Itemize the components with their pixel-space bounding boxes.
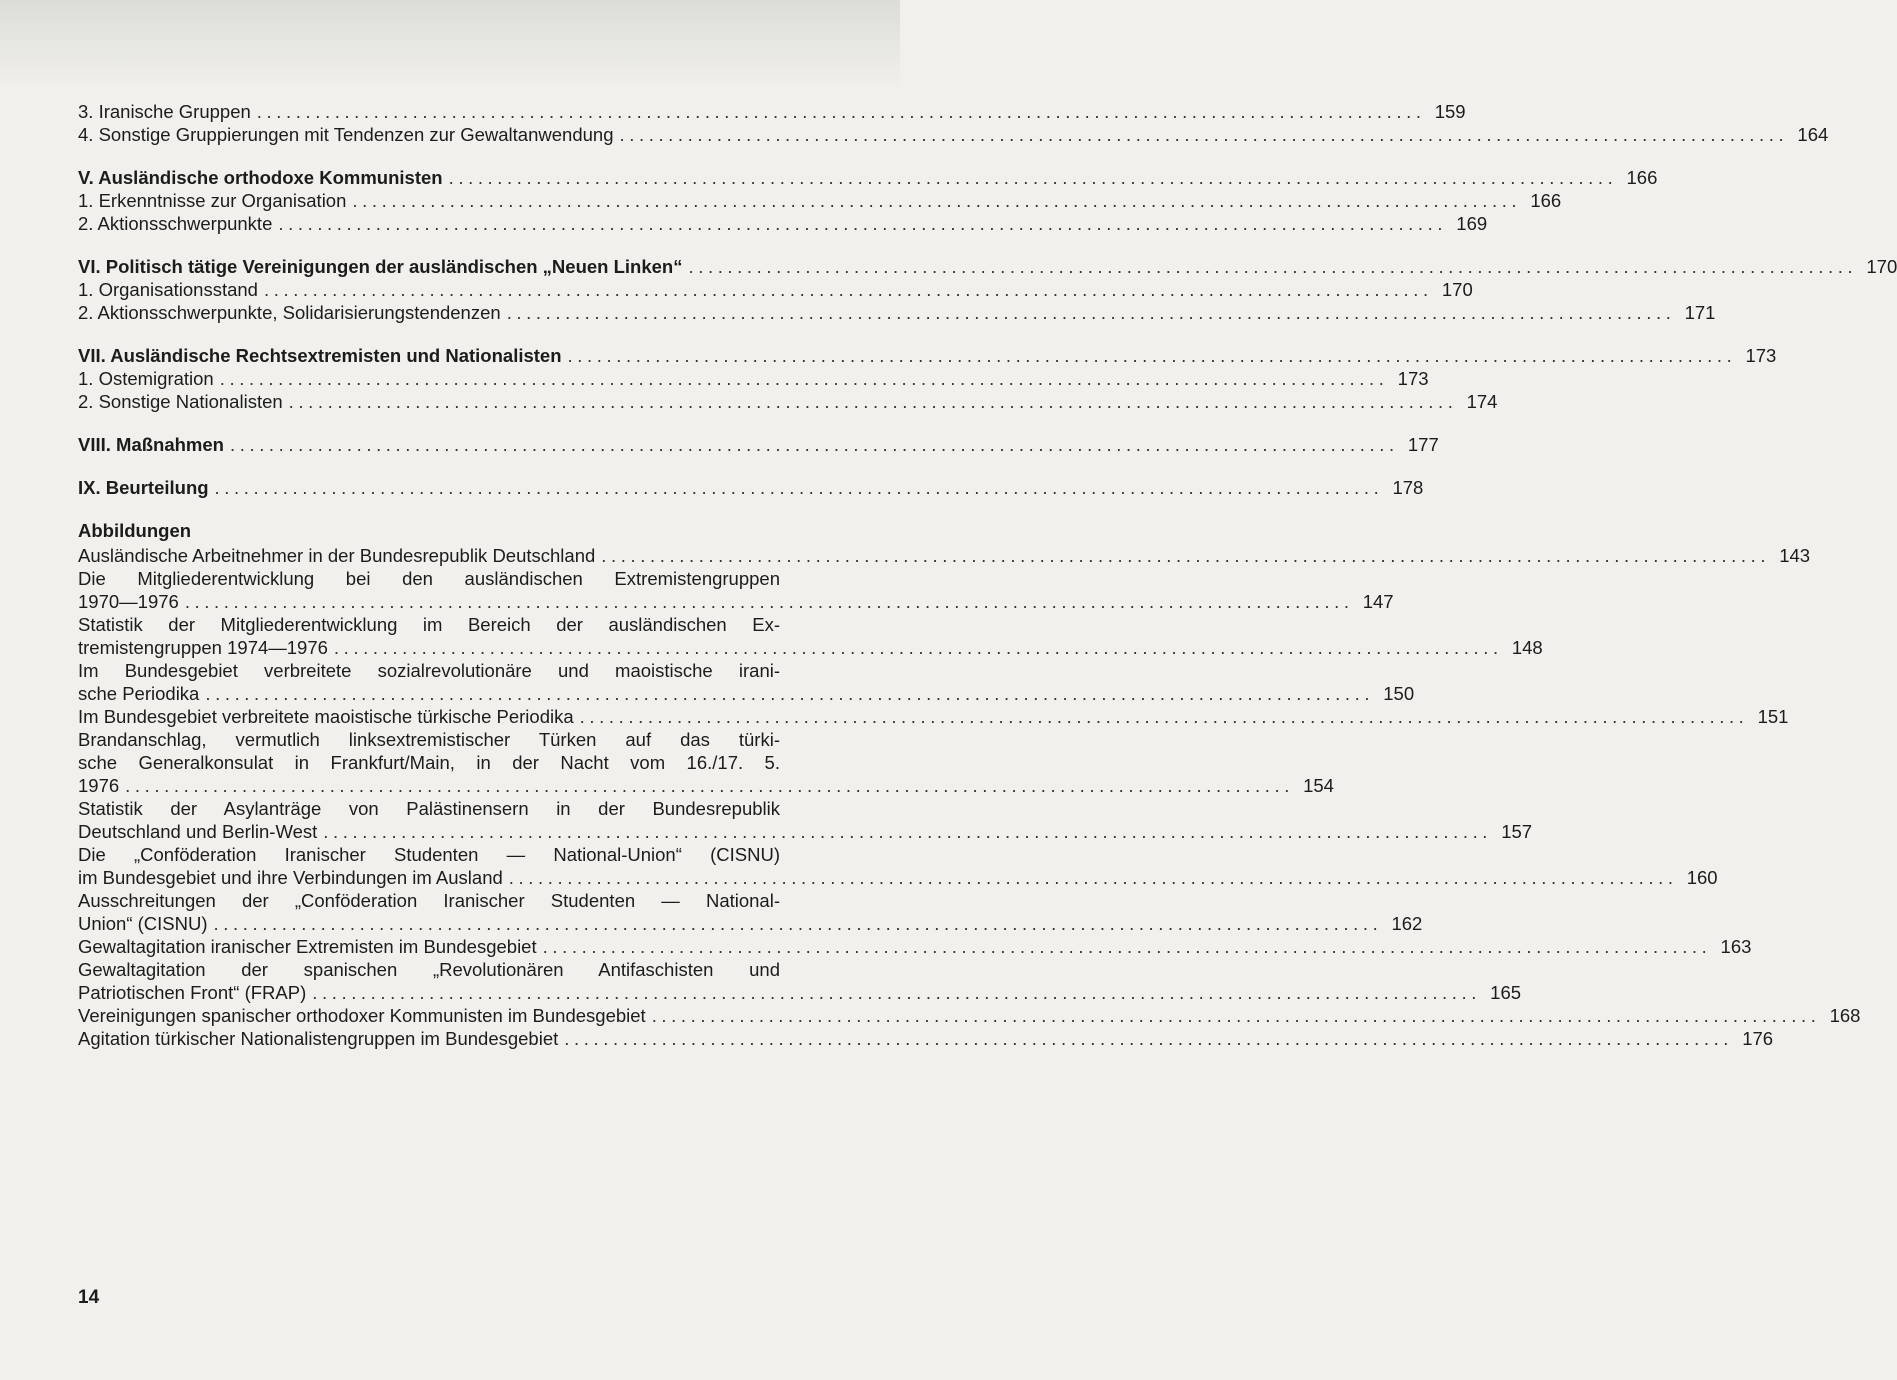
leader-dots: ........................................................................................................................: [125, 775, 1294, 796]
entry-title: tremistengruppen 1974—1976: [78, 637, 328, 658]
entry-page: 159: [1434, 101, 1466, 122]
page-number: 14: [78, 1287, 100, 1308]
entry-title-line: Im Bundesgebiet verbreitete sozialrevolutionäre und maoistische irani-: [78, 660, 780, 681]
toc-entry: [78, 123, 1829, 146]
entry-title: 1976: [78, 775, 120, 796]
entry-title: Deutschland und Berlin-West: [78, 821, 318, 842]
entry-title-line: Gewaltagitation der spanischen „Revolutionären Antifaschisten und: [78, 959, 780, 980]
toc-entry: [78, 301, 1716, 324]
entry-title: im Bundesgebiet und ihre Verbindungen im Ausland: [78, 867, 503, 888]
leader-dots: ........................................................................................................................: [213, 913, 1383, 934]
figure-entry: [78, 797, 1533, 843]
table-of-contents: [78, 100, 1897, 1050]
leader-dots: ........................................................................................................................: [323, 821, 1493, 842]
entry-title: Gewaltagitation iranischer Extremisten im Bundesgebiet: [78, 936, 537, 957]
toc-entry: [78, 278, 1473, 301]
figure-entry: [78, 958, 1522, 1004]
entry-title: Im Bundesgebiet verbreitete maoistische türkische Periodika: [78, 706, 574, 727]
entry-page: 173: [1745, 345, 1777, 366]
entry-title: 1. Erkenntnisse zur Organisation: [78, 190, 347, 211]
entry-title: Agitation türkischer Nationalistengruppen im Bundesgebiet: [78, 1028, 559, 1049]
entry-page: 160: [1686, 867, 1718, 888]
entry-title: 2. Aktionsschwerpunkte: [78, 213, 273, 234]
toc-chapter: [78, 433, 1439, 456]
toc-chapter: [78, 344, 1777, 367]
entry-page: 147: [1362, 591, 1394, 612]
leader-dots: ........................................................................................................................: [506, 302, 1676, 323]
figure-entry: [78, 935, 1752, 958]
entry-title-line: Die „Conföderation Iranischer Studenten — National-Union“ (CISNU): [78, 844, 780, 865]
entry-title: 2. Aktionsschwerpunkte, Solidarisierungstendenzen: [78, 302, 501, 323]
toc-entry: [78, 100, 1466, 123]
entry-page: 169: [1456, 213, 1488, 234]
entry-title-line: Ausschreitungen der „Conföderation Iranischer Studenten — National-: [78, 890, 780, 911]
figure-entry: [78, 613, 1543, 659]
toc-chapter: [78, 255, 1897, 278]
entry-page: 150: [1383, 683, 1415, 704]
leader-dots: ........................................................................................................................: [263, 279, 1433, 300]
leader-dots: ........................................................................................................................: [542, 936, 1712, 957]
chapter-title: V. Ausländische orthodoxe Kommunisten: [78, 167, 443, 188]
toc-entry: [78, 367, 1429, 390]
leader-dots: ........................................................................................................................: [312, 982, 1482, 1003]
toc-chapter: [78, 166, 1658, 189]
entry-title: 1970—1976: [78, 591, 179, 612]
leader-dots: ........................................................................................................................: [601, 545, 1771, 566]
entry-page: 143: [1779, 545, 1811, 566]
entry-title-line: sche Generalkonsulat in Frankfurt/Main, in der Nacht vom 16./17. 5.: [78, 752, 780, 773]
entry-title: 2. Sonstige Nationalisten: [78, 391, 283, 412]
leader-dots: ........................................................................................................................: [278, 213, 1448, 234]
leader-dots: ........................................................................................................................: [579, 706, 1749, 727]
entry-page: 166: [1626, 167, 1658, 188]
scan-shadow: [0, 0, 900, 90]
entry-title-line: Die Mitgliederentwicklung bei den ausländischen Extremistengruppen: [78, 568, 780, 589]
entry-page: 151: [1757, 706, 1789, 727]
leader-dots: ........................................................................................................................: [214, 477, 1384, 498]
entry-title: 1. Ostemigration: [78, 368, 214, 389]
entry-page: 171: [1684, 302, 1716, 323]
entry-title: Ausländische Arbeitnehmer in der Bundesrepublik Deutschland: [78, 545, 596, 566]
figure-entry: [78, 1004, 1861, 1027]
leader-dots: ........................................................................................................................: [448, 167, 1618, 188]
entry-page: 177: [1407, 434, 1439, 455]
figure-entry: [78, 544, 1811, 567]
entry-page: 163: [1720, 936, 1752, 957]
entry-title-line: Statistik der Mitgliederentwicklung im Bereich der ausländischen Ex-: [78, 614, 780, 635]
leader-dots: ........................................................................................................................: [205, 683, 1375, 704]
figure-entry: [78, 1027, 1774, 1050]
entry-title-line: Statistik der Asylanträge von Palästinensern in der Bundesrepublik: [78, 798, 780, 819]
leader-dots: ........................................................................................................................: [651, 1005, 1821, 1026]
entry-page: 166: [1530, 190, 1562, 211]
entry-page: 170: [1866, 256, 1897, 277]
figure-entry: [78, 567, 1394, 613]
leader-dots: ........................................................................................................................: [229, 434, 1399, 455]
leader-dots: ........................................................................................................................: [564, 1028, 1734, 1049]
toc-entry: [78, 189, 1562, 212]
entry-page: 165: [1490, 982, 1522, 1003]
toc-entry: [78, 390, 1498, 413]
chapter-title: IX. Beurteilung: [78, 477, 209, 498]
leader-dots: ........................................................................................................................: [219, 368, 1389, 389]
entry-title: Patriotischen Front“ (FRAP): [78, 982, 307, 1003]
entry-title-line: Brandanschlag, vermutlich linksextremistischer Türken auf das türki-: [78, 729, 780, 750]
toc-entry: [78, 212, 1488, 235]
entry-page: 176: [1742, 1028, 1774, 1049]
leader-dots: ........................................................................................................................: [508, 867, 1678, 888]
entry-title: 4. Sonstige Gruppierungen mit Tendenzen zur Gewaltanwendung: [78, 124, 614, 145]
figures-heading: Abbildungen: [78, 520, 192, 541]
figure-entry: [78, 843, 1718, 889]
figure-entry: [78, 728, 1334, 797]
entry-page: 164: [1797, 124, 1829, 145]
leader-dots: ........................................................................................................................: [333, 637, 1503, 658]
leader-dots: ........................................................................................................................: [256, 101, 1426, 122]
leader-dots: ........................................................................................................................: [352, 190, 1522, 211]
leader-dots: ........................................................................................................................: [688, 256, 1858, 277]
entry-title: 3. Iranische Gruppen: [78, 101, 251, 122]
entry-page: 157: [1501, 821, 1533, 842]
leader-dots: ........................................................................................................................: [184, 591, 1354, 612]
entry-page: 148: [1511, 637, 1543, 658]
toc-chapter: [78, 476, 1424, 499]
figure-entry: [78, 705, 1789, 728]
entry-title: 1. Organisationsstand: [78, 279, 258, 300]
chapter-title: VI. Politisch tätige Vereinigungen der ausländischen „Neuen Linken“: [78, 256, 683, 277]
entry-page: 173: [1397, 368, 1429, 389]
figure-entry: [78, 659, 1415, 705]
chapter-title: VII. Ausländische Rechtsextremisten und Nationalisten: [78, 345, 562, 366]
entry-page: 170: [1441, 279, 1473, 300]
entry-page: 168: [1829, 1005, 1861, 1026]
entry-page: 162: [1391, 913, 1423, 934]
entry-title: Vereinigungen spanischer orthodoxer Kommunisten im Bundesgebiet: [78, 1005, 646, 1026]
entry-page: 174: [1466, 391, 1498, 412]
entry-page: 178: [1392, 477, 1424, 498]
entry-title: Union“ (CISNU): [78, 913, 208, 934]
leader-dots: ........................................................................................................................: [619, 124, 1789, 145]
entry-page: 154: [1303, 775, 1334, 796]
leader-dots: ........................................................................................................................: [567, 345, 1737, 366]
figure-entry: [78, 889, 1423, 935]
chapter-title: VIII. Maßnahmen: [78, 434, 224, 455]
entry-title: sche Periodika: [78, 683, 200, 704]
leader-dots: ........................................................................................................................: [288, 391, 1458, 412]
